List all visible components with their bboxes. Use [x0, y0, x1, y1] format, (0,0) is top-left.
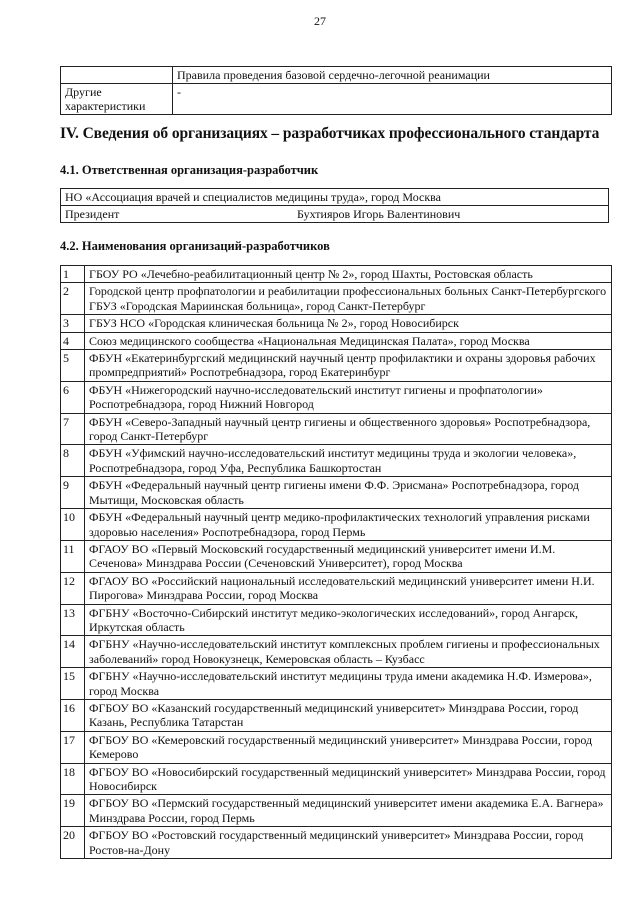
developer-org-name: ФГАОУ ВО «Российский национальный исследовательский медицинский университет имени Н.И. Пирогова» Минздрава России, город Москва	[85, 572, 612, 604]
table-row	[61, 763, 612, 795]
table-row	[61, 540, 612, 572]
table-row	[61, 477, 612, 509]
row-number: 9	[61, 477, 85, 509]
responsible-position: Президент	[65, 207, 120, 221]
row-number: 2	[61, 283, 85, 315]
developer-org-name: ФГБОУ ВО «Казанский государственный медицинский университет» Минздрава России, город Казань, Республика Татарстан	[85, 699, 612, 731]
row-number: 4	[61, 332, 85, 349]
empty-cell	[61, 67, 173, 84]
row-number: 3	[61, 315, 85, 332]
row-number: 14	[61, 636, 85, 668]
developer-org-name: ФГБОУ ВО «Новосибирский государственный медицинский университет» Минздрава России, город Новосибирск	[85, 763, 612, 795]
developer-org-name: ГБУЗ НСО «Городская клиническая больница № 2», город Новосибирск	[85, 315, 612, 332]
row-number: 18	[61, 763, 85, 795]
table-row	[61, 189, 609, 206]
developers-table	[60, 265, 612, 859]
row-number: 1	[61, 266, 85, 283]
developer-org-name: ФБУН «Северо-Западный научный центр гигиены и общественного здоровья» Роспотребнадзора, город Санкт-Петербург	[85, 413, 612, 445]
developer-org-name: ГБОУ РО «Лечебно-реабилитационный центр № 2», город Шахты, Ростовская область	[85, 266, 612, 283]
table-row	[61, 283, 612, 315]
developer-org-name: ФГБНУ «Научно-исследовательский институт комплексных проблем гигиены и профессиональных заболеваний» город Новокузнецк, Кемеровская область – Кузбасс	[85, 636, 612, 668]
row-number: 7	[61, 413, 85, 445]
table-row	[61, 604, 612, 636]
table-row	[61, 67, 612, 84]
row-number: 12	[61, 572, 85, 604]
table-row	[61, 413, 612, 445]
row-number: 11	[61, 540, 85, 572]
table-row	[61, 572, 612, 604]
requirement-cell: Правила проведения базовой сердечно-легочной реанимации	[173, 67, 612, 84]
developer-org-name: Союз медицинского сообщества «Национальная Медицинская Палата», город Москва	[85, 332, 612, 349]
other-characteristics-table	[60, 66, 612, 115]
developer-org-name: ФБУН «Нижегородский научно-исследовательский институт гигиены и профпатологии» Роспотребнадзора, город Нижний Новгород	[85, 381, 612, 413]
developer-org-name: ФГАОУ ВО «Первый Московский государственный медицинский университет имени И.М. Сеченова» Минздрава России (Сеченовский Университет), город Москва	[85, 540, 612, 572]
developers-table-body	[61, 266, 612, 859]
developer-org-name: Городской центр профпатологии и реабилитации профессиональных больных Санкт-Петербургского ГБУЗ «Городская Мариинская больница», город Санкт-Петербург	[85, 283, 612, 315]
row-number: 10	[61, 509, 85, 541]
developer-org-name: ФБУН «Федеральный научный центр гигиены имени Ф.Ф. Эрисмана» Роспотребнадзора, город Мытищи, Московская область	[85, 477, 612, 509]
table-row	[61, 795, 612, 827]
developer-org-name: ФБУН «Федеральный научный центр медико-профилактических технологий управления рисками здоровью населения» Роспотребнадзора, город Пермь	[85, 509, 612, 541]
developer-org-name: ФГБНУ «Восточно-Сибирский институт медико-экологических исследований», город Ангарск, Иркутская область	[85, 604, 612, 636]
responsible-person-name: Бухтияров Игорь Валентинович	[297, 207, 461, 221]
table-row	[61, 315, 612, 332]
row-number: 13	[61, 604, 85, 636]
row-number: 5	[61, 350, 85, 382]
table-row	[61, 827, 612, 859]
responsible-org-title: 4.1. Ответственная организация-разработчик	[60, 163, 319, 177]
developer-org-name: ФГБНУ «Научно-исследовательский институт медицины труда имени академика Н.Ф. Измерова», город Москва	[85, 668, 612, 700]
developer-org-name: ФГБОУ ВО «Кемеровский государственный медицинский университет» Минздрава России, город Кемерово	[85, 731, 612, 763]
row-number: 16	[61, 699, 85, 731]
other-characteristics-value: -	[173, 84, 612, 115]
section-title: IV. Сведения об организациях – разработчиках профессионального стандарта	[60, 125, 600, 142]
developer-org-name: ФГБОУ ВО «Ростовский государственный медицинский университет» Минздрава России, город Ростов-на-Дону	[85, 827, 612, 859]
responsible-org-name: НО «Ассоциация врачей и специалистов медицины труда», город Москва	[61, 189, 609, 206]
developer-org-name: ФГБОУ ВО «Пермский государственный медицинский университет имени академика Е.А. Вагнера» Минздрава России, город Пермь	[85, 795, 612, 827]
table-row	[61, 509, 612, 541]
table-row	[61, 668, 612, 700]
table-row	[61, 350, 612, 382]
table-row	[61, 445, 612, 477]
row-number: 6	[61, 381, 85, 413]
page-number: 27	[314, 14, 326, 28]
row-number: 17	[61, 731, 85, 763]
table-row	[61, 699, 612, 731]
developers-title: 4.2. Наименования организаций-разработчиков	[60, 239, 330, 253]
table-row	[61, 206, 609, 223]
row-number: 8	[61, 445, 85, 477]
table-row	[61, 332, 612, 349]
table-row	[61, 84, 612, 115]
responsible-person-cell	[61, 206, 609, 223]
row-number: 20	[61, 827, 85, 859]
developer-org-name: ФБУН «Екатеринбургский медицинский научный центр профилактики и охраны здоровья рабочих промпредприятий» Роспотребнадзора, город Екатеринбург	[85, 350, 612, 382]
table-row	[61, 266, 612, 283]
row-number: 15	[61, 668, 85, 700]
other-characteristics-label: Другие характеристики	[61, 84, 173, 115]
table-row	[61, 636, 612, 668]
developer-org-name: ФБУН «Уфимский научно-исследовательский институт медицины труда и экологии человека», Роспотребнадзора, город Уфа, Республика Башкортостан	[85, 445, 612, 477]
responsible-org-table	[60, 188, 609, 223]
row-number: 19	[61, 795, 85, 827]
table-row	[61, 731, 612, 763]
table-row	[61, 381, 612, 413]
